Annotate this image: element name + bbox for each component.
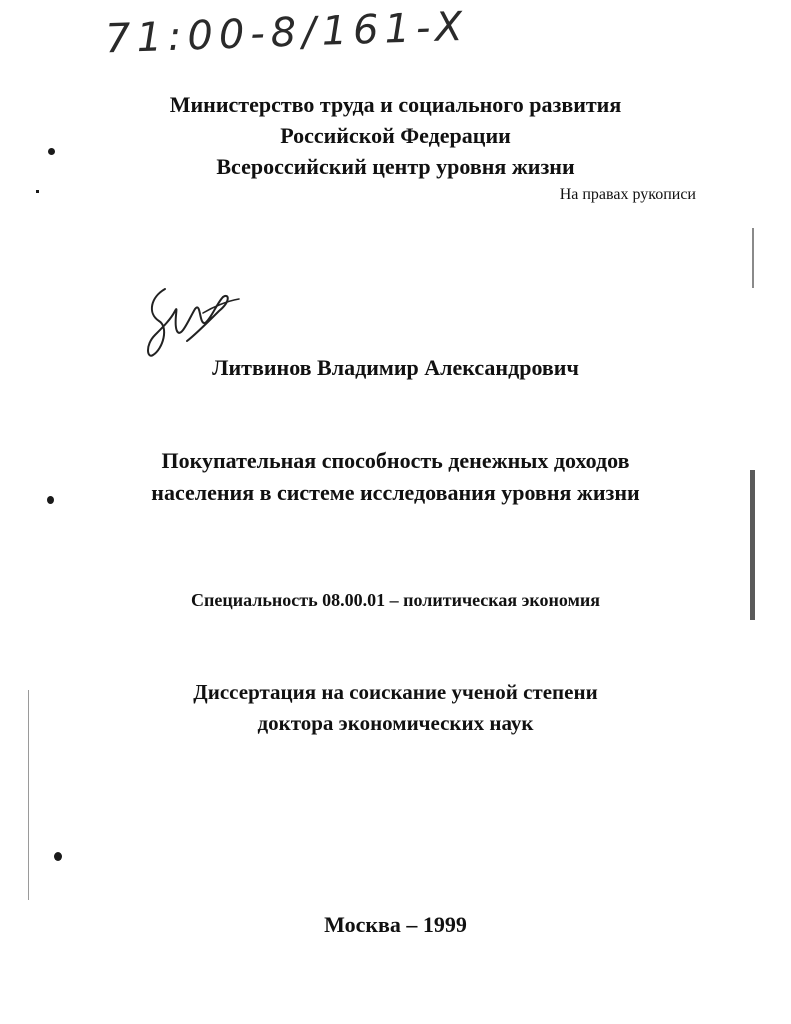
specialty-line: Специальность 08.00.01 – политическая экономия [191, 590, 600, 610]
center-line: Всероссийский центр уровня жизни [216, 154, 575, 179]
author-name: Литвинов Владимир Александрович [212, 355, 579, 380]
degree-line-1: Диссертация на соискание ученой степени [193, 680, 598, 704]
dissertation-title [0, 445, 791, 509]
scan-edge-line [750, 470, 755, 620]
archive-code-handwritten: 71:00-8/161-X [104, 3, 470, 63]
manuscript-rights: На правах рукописи [559, 186, 696, 203]
title-line-1: Покупательная способность денежных доходов [161, 448, 630, 473]
scan-edge-line [752, 228, 754, 288]
degree-line-2: доктора экономических наук [257, 711, 534, 735]
ministry-line: Министерство труда и социального развития [169, 92, 622, 117]
dissertation-degree [0, 677, 791, 739]
signature-icon [143, 283, 243, 361]
scan-dot [36, 190, 39, 193]
scan-dot [48, 148, 55, 155]
federation-line: Российской Федерации [280, 123, 511, 148]
scan-dot [47, 496, 54, 504]
city-year: Москва – 1999 [324, 912, 467, 937]
scan-edge-line [28, 690, 29, 900]
scan-dot [54, 852, 62, 861]
title-line-2: населения в системе исследования уровня жизни [151, 480, 640, 505]
